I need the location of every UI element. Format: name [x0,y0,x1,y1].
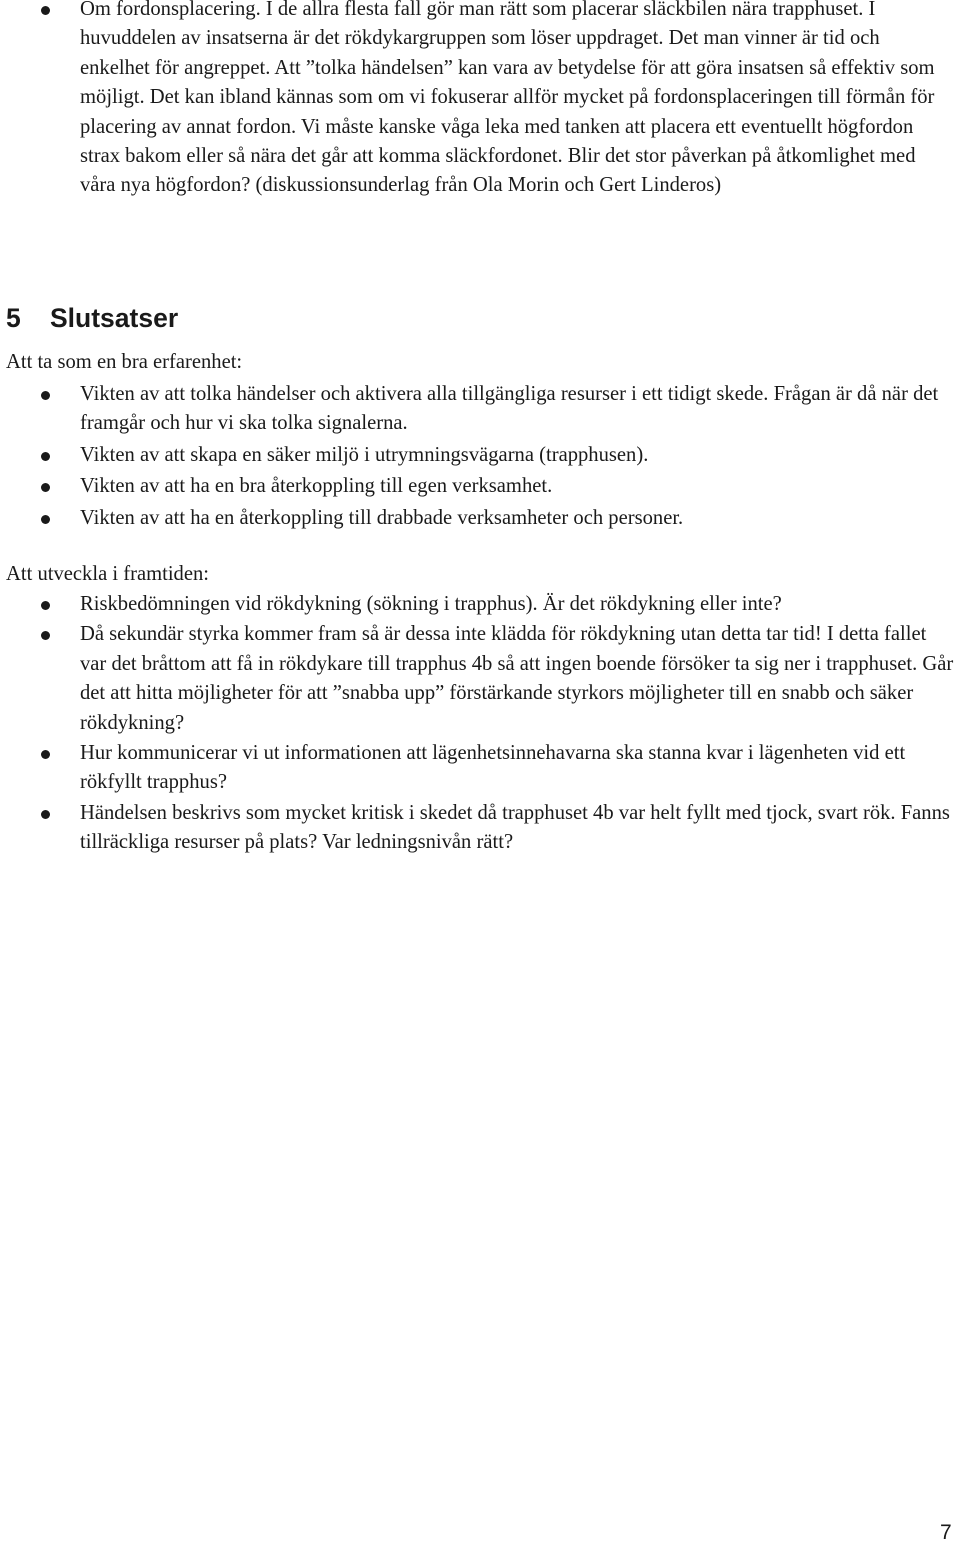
bullet-icon [41,6,50,15]
list-item [0,0,956,201]
bullet-icon [41,452,50,461]
list-item-text: Om fordonsplacering. I de allra flesta fall gör man rätt som placerar släckbilen nära trapphuset. I huvuddelen av insatserna är det rökdykargruppen som löser uppdraget. Det man vinner är tid och enkelhet för angreppet. Att ”tolka händelsen” kan vara av betydelse för att göra insatsen så effektiv som möjligt. Det kan ibland kännas som om vi fokuserar allför mycket på fordonsplaceringen till förmån för placering av annat fordon. Vi måste kanske våga leka med tanken att placera ett eventuellt högfordon strax bakom eller så nära det går att komma släckfordonet. Blir det stor påverkan på åtkomlighet med våra nya högfordon? (diskussionsunderlag från Ola Morin och Gert Linderos) [80,0,935,197]
develop-bullet-list [0,590,960,859]
bullet-icon [41,391,50,400]
list-item [0,472,956,501]
list-item-text: Händelsen beskrivs som mycket kritisk i skedet då trapphuset 4b var helt fyllt med tjock, svart rök. Fanns tillräckliga resurser på plats? Var ledningsnivån rätt? [80,801,950,854]
bullet-icon [41,515,50,524]
bullet-icon [41,601,50,610]
list-item-text: Hur kommunicerar vi ut informationen att lägenhetsinnehavarna ska stanna kvar i lägenheten vid ett rökfyllt trapphus? [80,742,906,794]
develop-lead: Att utveckla i framtiden: [6,563,210,585]
list-item-text: Riskbedömningen vid rökdykning (sökning i trapphus). Är det rökdykning eller inte? [80,593,782,615]
section-number: 5 [6,303,21,333]
bullet-icon [41,810,50,819]
list-item-text: Vikten av att ha en återkoppling till drabbade verksamheter och personer. [80,506,684,529]
experience-lead: Att ta som en bra erfarenhet: [6,351,243,373]
list-item-text: Vikten av att tolka händelser och aktivera alla tillgängliga resurser i ett tidigt skede. Frågan är då när det framgår och hur vi ska tolka signalerna. [80,383,939,435]
bullet-icon [41,483,50,492]
list-item-text: Då sekundär styrka kommer fram så är dessa inte klädda för rökdykning utan detta tar tid! I detta fallet var det bråttom att få in rökdykare till trapphus 4b så att ingen boende försöker ta sig ner i trapphuset. Går det att hitta möjligheter för att ”snabba upp” förstärkande styrkors möjligheter till en snabb och säker rökdykning? [80,623,954,734]
list-item-text: Vikten av att skapa en säker miljö i utrymningsvägarna (trapphusen). [80,443,649,466]
list-item [0,799,960,858]
section-heading [6,300,178,336]
list-item [0,590,960,619]
list-item [0,620,960,738]
list-item [0,739,960,798]
section-title: Slutsatser [50,303,179,333]
experience-bullet-list [0,380,956,535]
intro-bullet-list [0,0,956,201]
page-number: 7 [940,1521,952,1544]
list-item [0,504,956,533]
bullet-icon [41,750,50,759]
bullet-icon [41,631,50,640]
list-item-text: Vikten av att ha en bra återkoppling till egen verksamhet. [80,475,553,498]
list-item [0,441,956,470]
list-item [0,380,956,439]
